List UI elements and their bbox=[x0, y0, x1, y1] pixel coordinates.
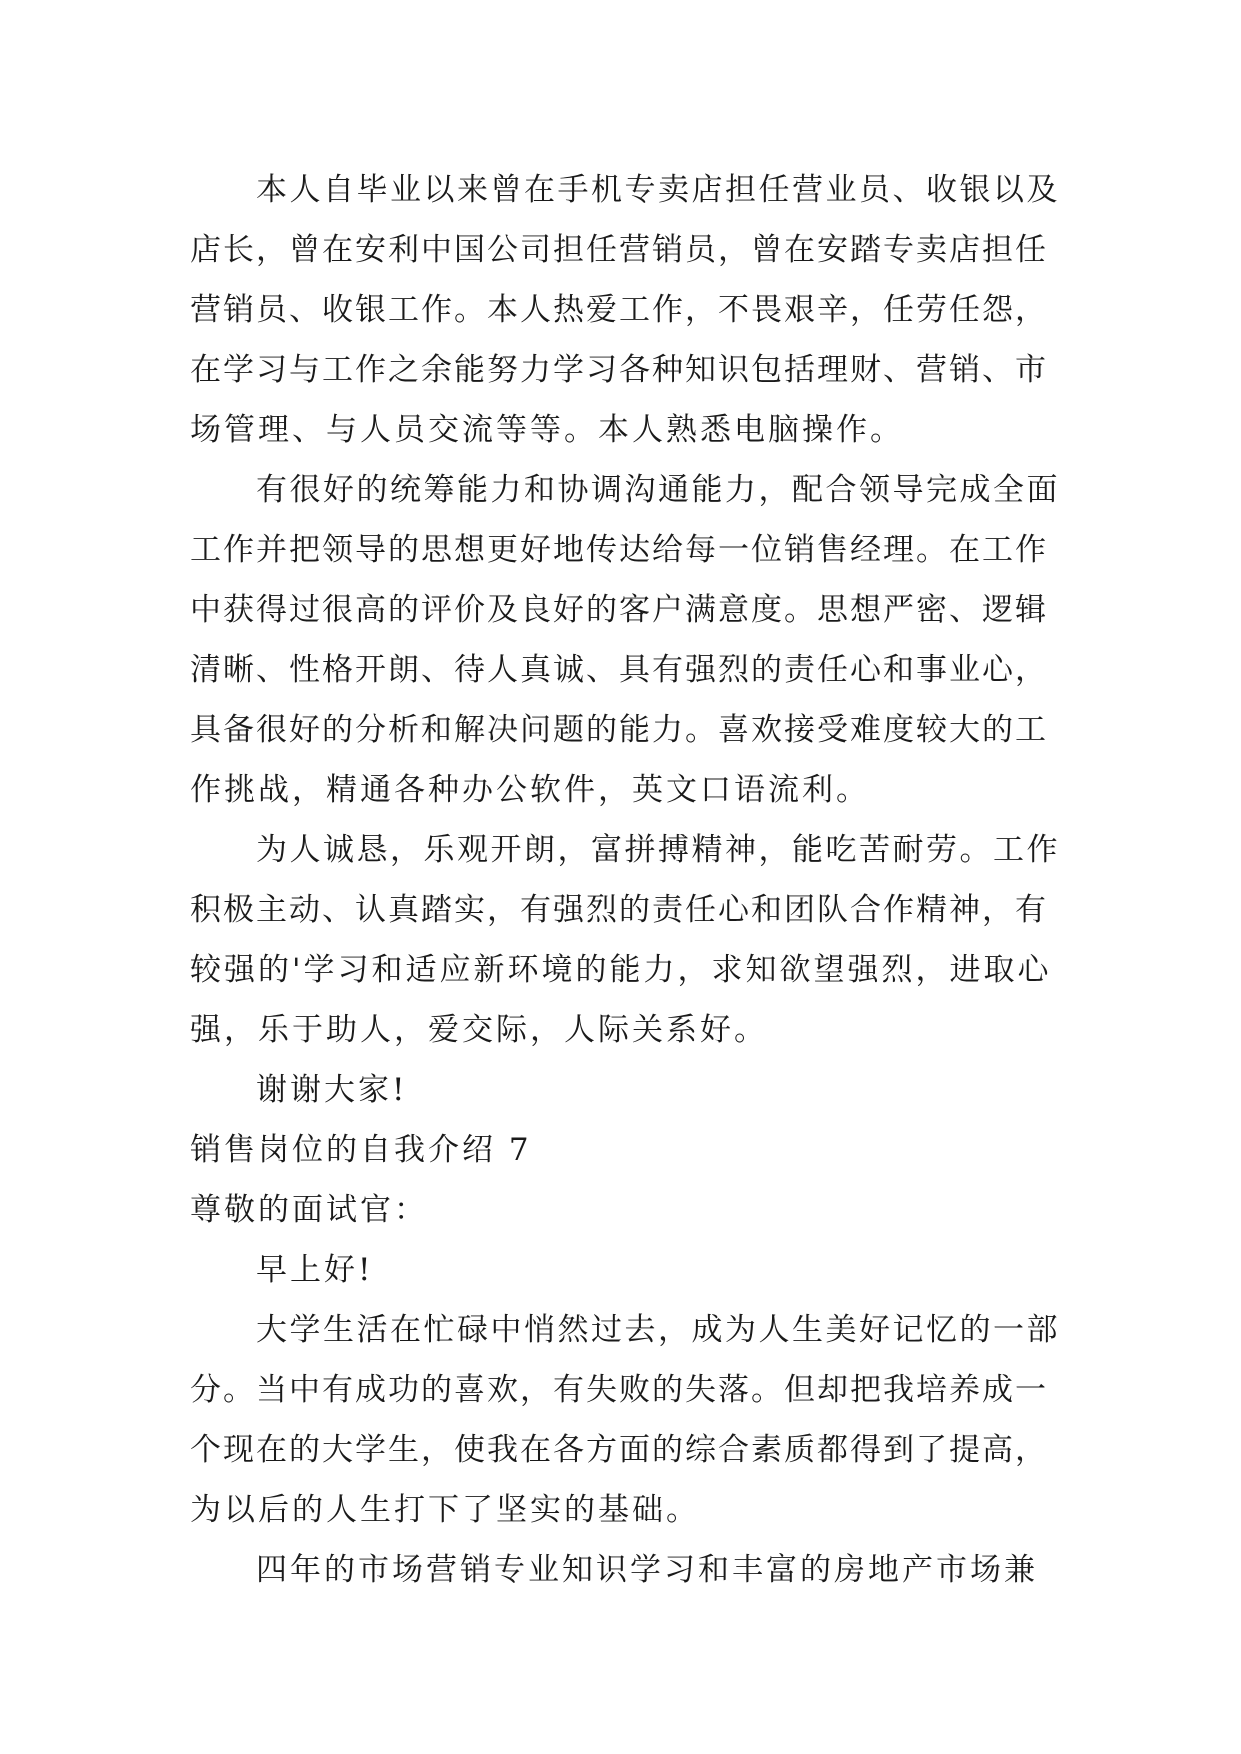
paragraph-line: 为以后的人生打下了坚实的基础。 bbox=[190, 1492, 700, 1528]
paragraph-line: 在学习与工作之余能努力学习各种知识包括理财、营销、市 bbox=[190, 352, 1048, 388]
paragraph-line: 作挑战，精通各种办公软件，英文口语流利。 bbox=[190, 772, 870, 808]
paragraph-line: 具备很好的分析和解决问题的能力。喜欢接受难度较大的工 bbox=[190, 712, 1048, 748]
paragraph-line: 场管理、与人员交流等等。本人熟悉电脑操作。 bbox=[190, 412, 904, 448]
paragraph-line: 营销员、收银工作。本人热爱工作，不畏艰辛，任劳任怨， bbox=[190, 292, 1048, 328]
paragraph-line: 中获得过很高的评价及良好的客户满意度。思想严密、逻辑 bbox=[190, 592, 1048, 628]
paragraph-line: 分。当中有成功的喜欢，有失败的失落。但却把我培养成一 bbox=[190, 1372, 1048, 1408]
paragraph-line: 强，乐于助人，爱交际，人际关系好。 bbox=[190, 1012, 768, 1048]
salutation: 尊敬的面试官： bbox=[190, 1192, 428, 1228]
paragraph-line: 四年的市场营销专业知识学习和丰富的房地产市场兼 bbox=[256, 1552, 1038, 1588]
paragraph-line: 工作并把领导的思想更好地传达给每一位销售经理。在工作 bbox=[190, 532, 1048, 568]
paragraph-line: 较强的'学习和适应新环境的能力，求知欲望强烈，进取心 bbox=[190, 952, 1052, 988]
paragraph-line: 个现在的大学生，使我在各方面的综合素质都得到了提高， bbox=[190, 1432, 1048, 1468]
paragraph-line: 积极主动、认真踏实，有强烈的责任心和团队合作精神，有 bbox=[190, 892, 1048, 928]
paragraph-line: 有很好的统筹能力和协调沟通能力，配合领导完成全面 bbox=[256, 472, 1060, 508]
paragraph-line: 大学生活在忙碌中悄然过去，成为人生美好记忆的一部 bbox=[256, 1312, 1060, 1348]
paragraph-line: 店长，曾在安利中国公司担任营销员，曾在安踏专卖店担任 bbox=[190, 232, 1048, 268]
paragraph-line: 为人诚恳，乐观开朗，富拼搏精神，能吃苦耐劳。工作 bbox=[256, 832, 1060, 868]
closing-line: 谢谢大家! bbox=[256, 1072, 408, 1108]
greeting-line: 早上好! bbox=[256, 1252, 374, 1288]
paragraph-line: 清晰、性格开朗、待人真诚、具有强烈的责任心和事业心， bbox=[190, 652, 1048, 688]
document-body bbox=[190, 160, 1060, 1600]
section-heading: 销售岗位的自我介绍 7 bbox=[190, 1132, 532, 1168]
paragraph-line: 本人自毕业以来曾在手机专卖店担任营业员、收银以及 bbox=[256, 172, 1060, 208]
